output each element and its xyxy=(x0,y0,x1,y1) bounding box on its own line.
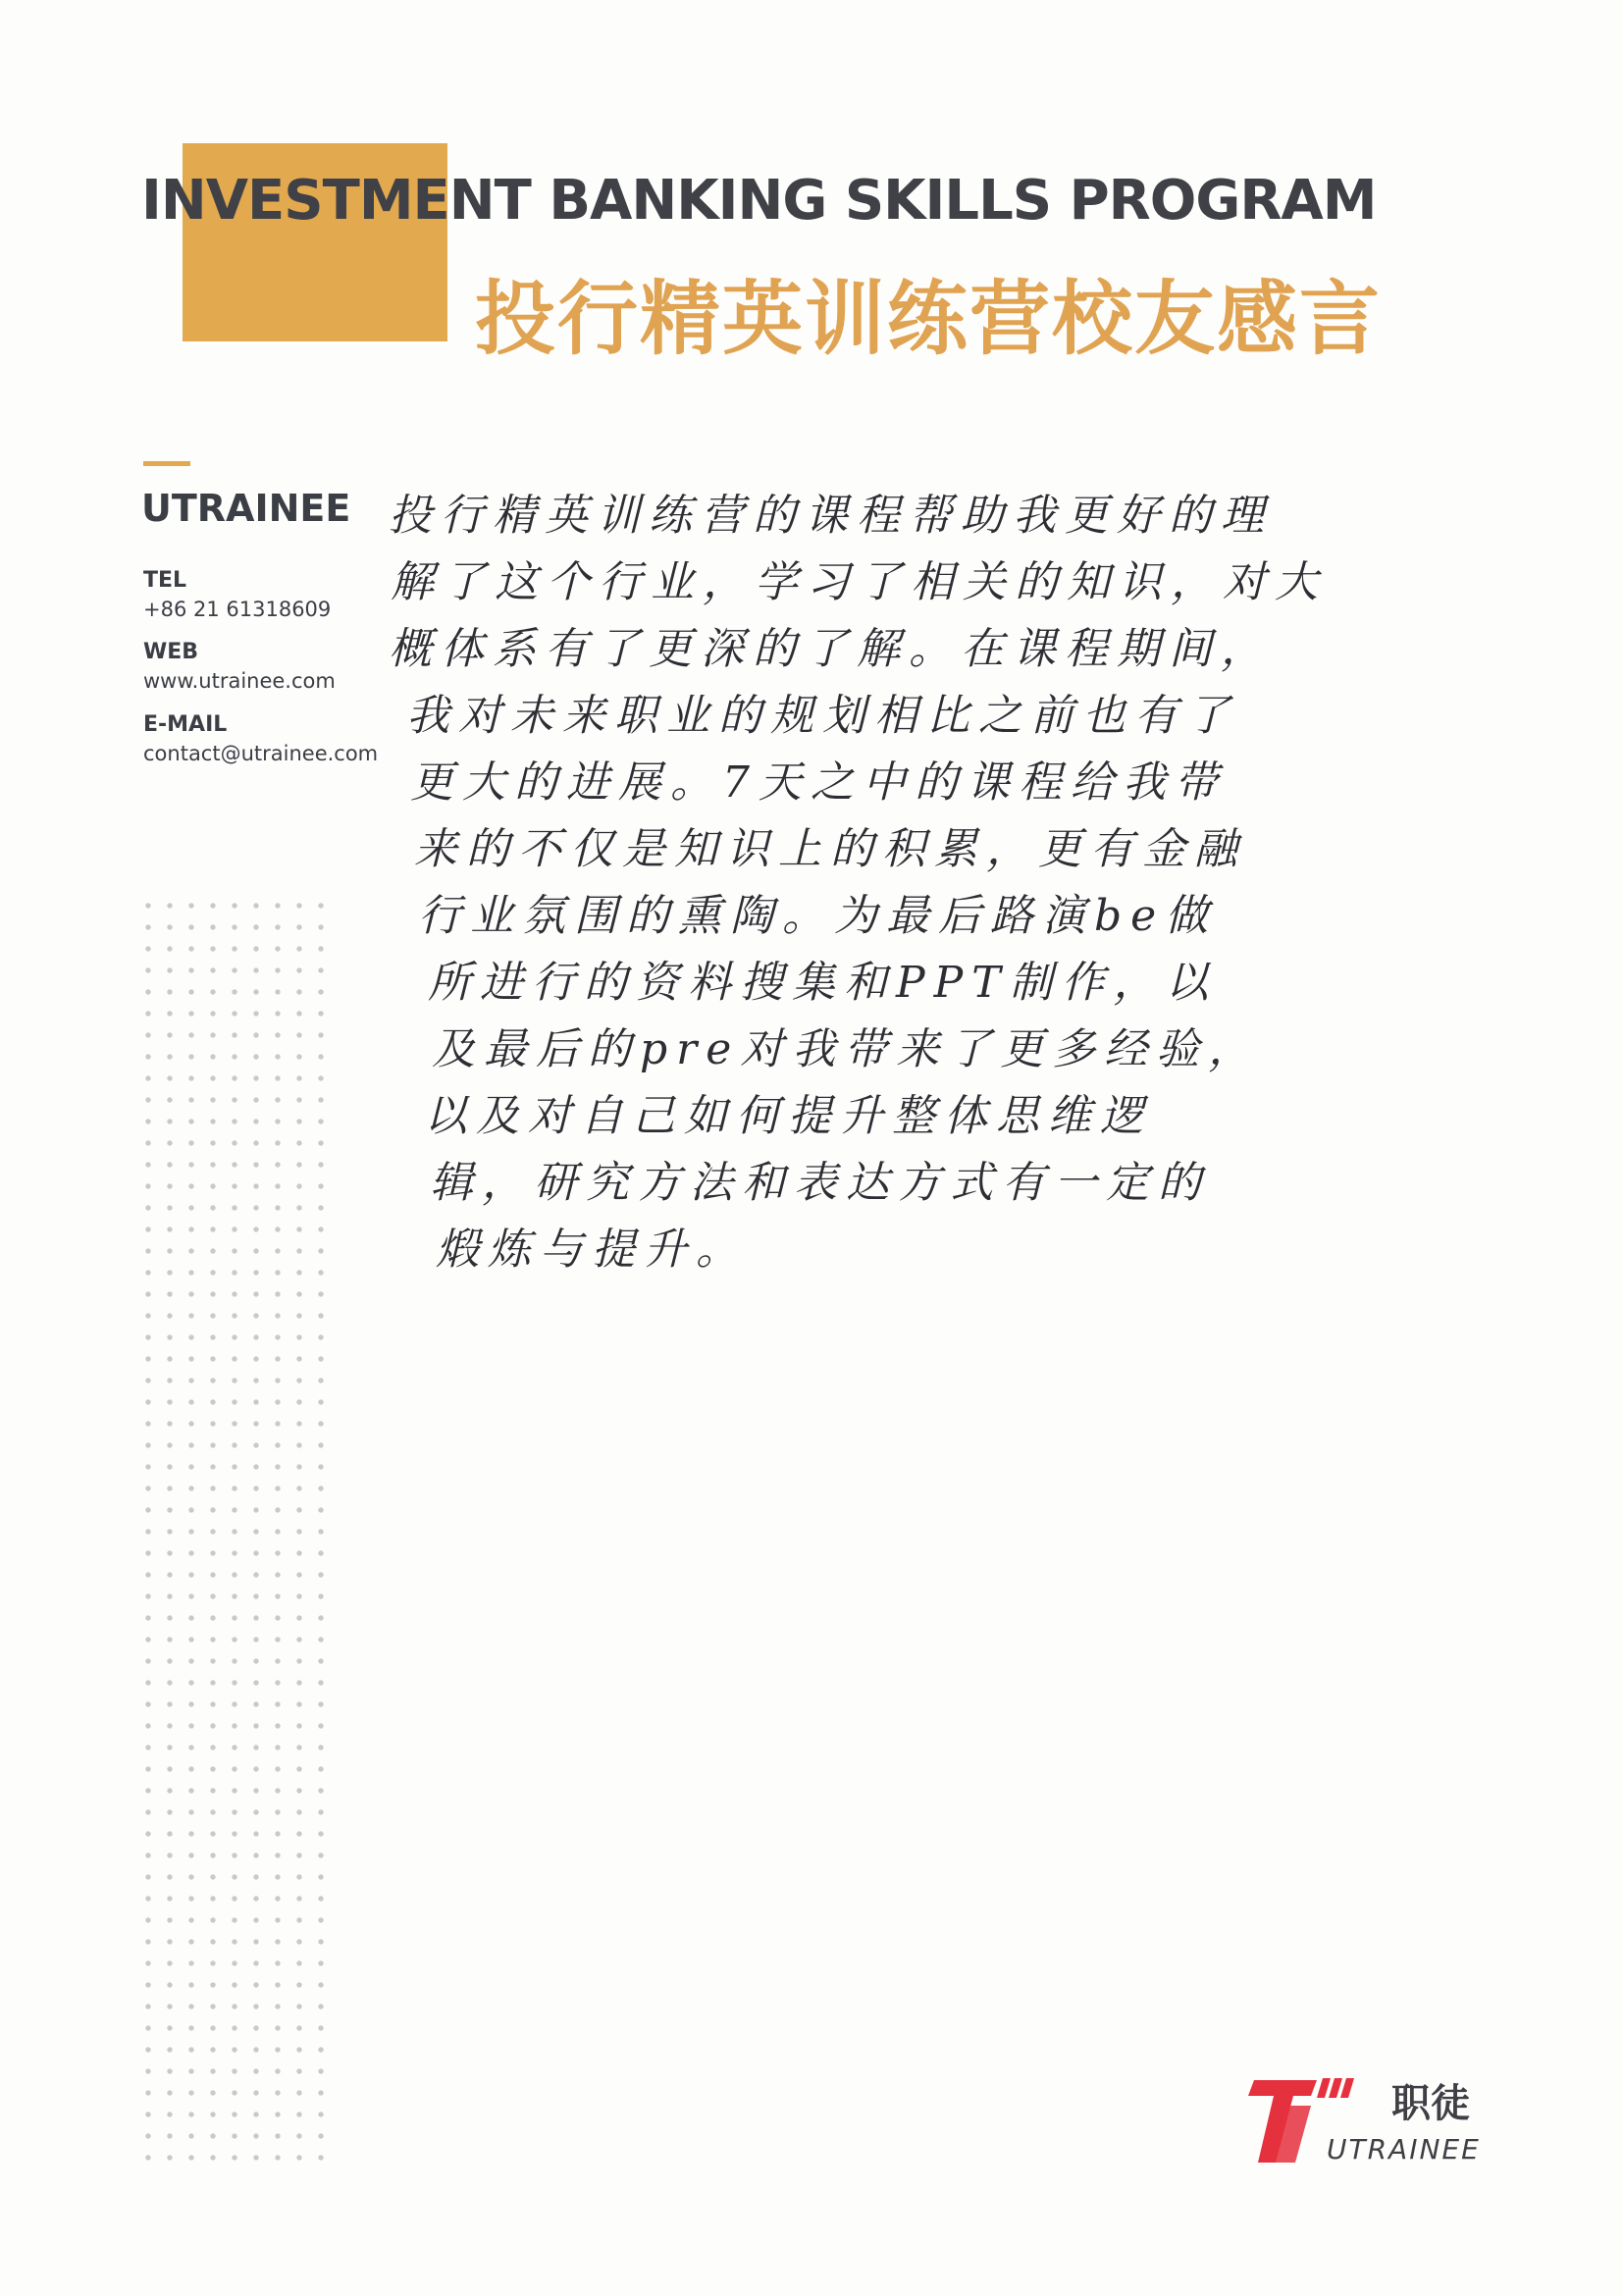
contact-web-value: www.utrainee.com xyxy=(143,669,336,694)
testimonial-line: 所进行的资料搜集和PPT制作，以 xyxy=(428,958,1218,1008)
testimonial-line: 来的不仅是知识上的积累，更有金融 xyxy=(414,824,1246,874)
testimonial-line: 及最后的pre对我带来了更多经验， xyxy=(432,1024,1261,1074)
program-title-cn: 投行精英训练营校友感言 xyxy=(475,273,1383,366)
decorative-dot-grid xyxy=(137,895,334,2161)
testimonial-line: 行业氛围的熏陶。为最后路演be做 xyxy=(418,891,1218,941)
contact-info xyxy=(143,569,398,785)
sidebar-accent-bar xyxy=(143,461,190,466)
contact-tel-value: +86 21 61318609 xyxy=(143,598,332,622)
sidebar-brand-name: UTRAINEE xyxy=(141,487,351,530)
testimonial-line: 我对未来职业的规划相比之前也有了 xyxy=(406,691,1238,741)
testimonial-line: 辑，研究方法和表达方式有一定的 xyxy=(430,1158,1210,1208)
testimonial-line: 以及对自己如何提升整体思维逻 xyxy=(424,1091,1152,1141)
testimonial-line: 更大的进展。7天之中的课程给我带 xyxy=(410,757,1227,808)
testimonial-line: 概体系有了更深的了解。在课程期间， xyxy=(389,624,1273,674)
contact-tel-label: TEL xyxy=(143,568,187,593)
utrainee-logo xyxy=(1246,2072,1501,2170)
logo-name-en: UTRAINEE xyxy=(1327,2133,1481,2166)
contact-web-label: WEB xyxy=(143,640,199,665)
contact-email-label: E-MAIL xyxy=(143,711,228,737)
testimonial-line: 煅炼与提升。 xyxy=(436,1225,748,1275)
testimonial-line: 投行精英训练营的课程帮助我更好的理 xyxy=(389,491,1273,541)
testimonial-line: 解了这个行业，学习了相关的知识，对大 xyxy=(391,557,1327,607)
testimonial-text xyxy=(389,483,1331,1283)
logo-name-cn: 职徒 xyxy=(1391,2081,1470,2126)
contact-email-value: contact@utrainee.com xyxy=(143,741,379,765)
program-title-en: INVESTMENT BANKING SKILLS PROGRAM xyxy=(141,169,1377,233)
